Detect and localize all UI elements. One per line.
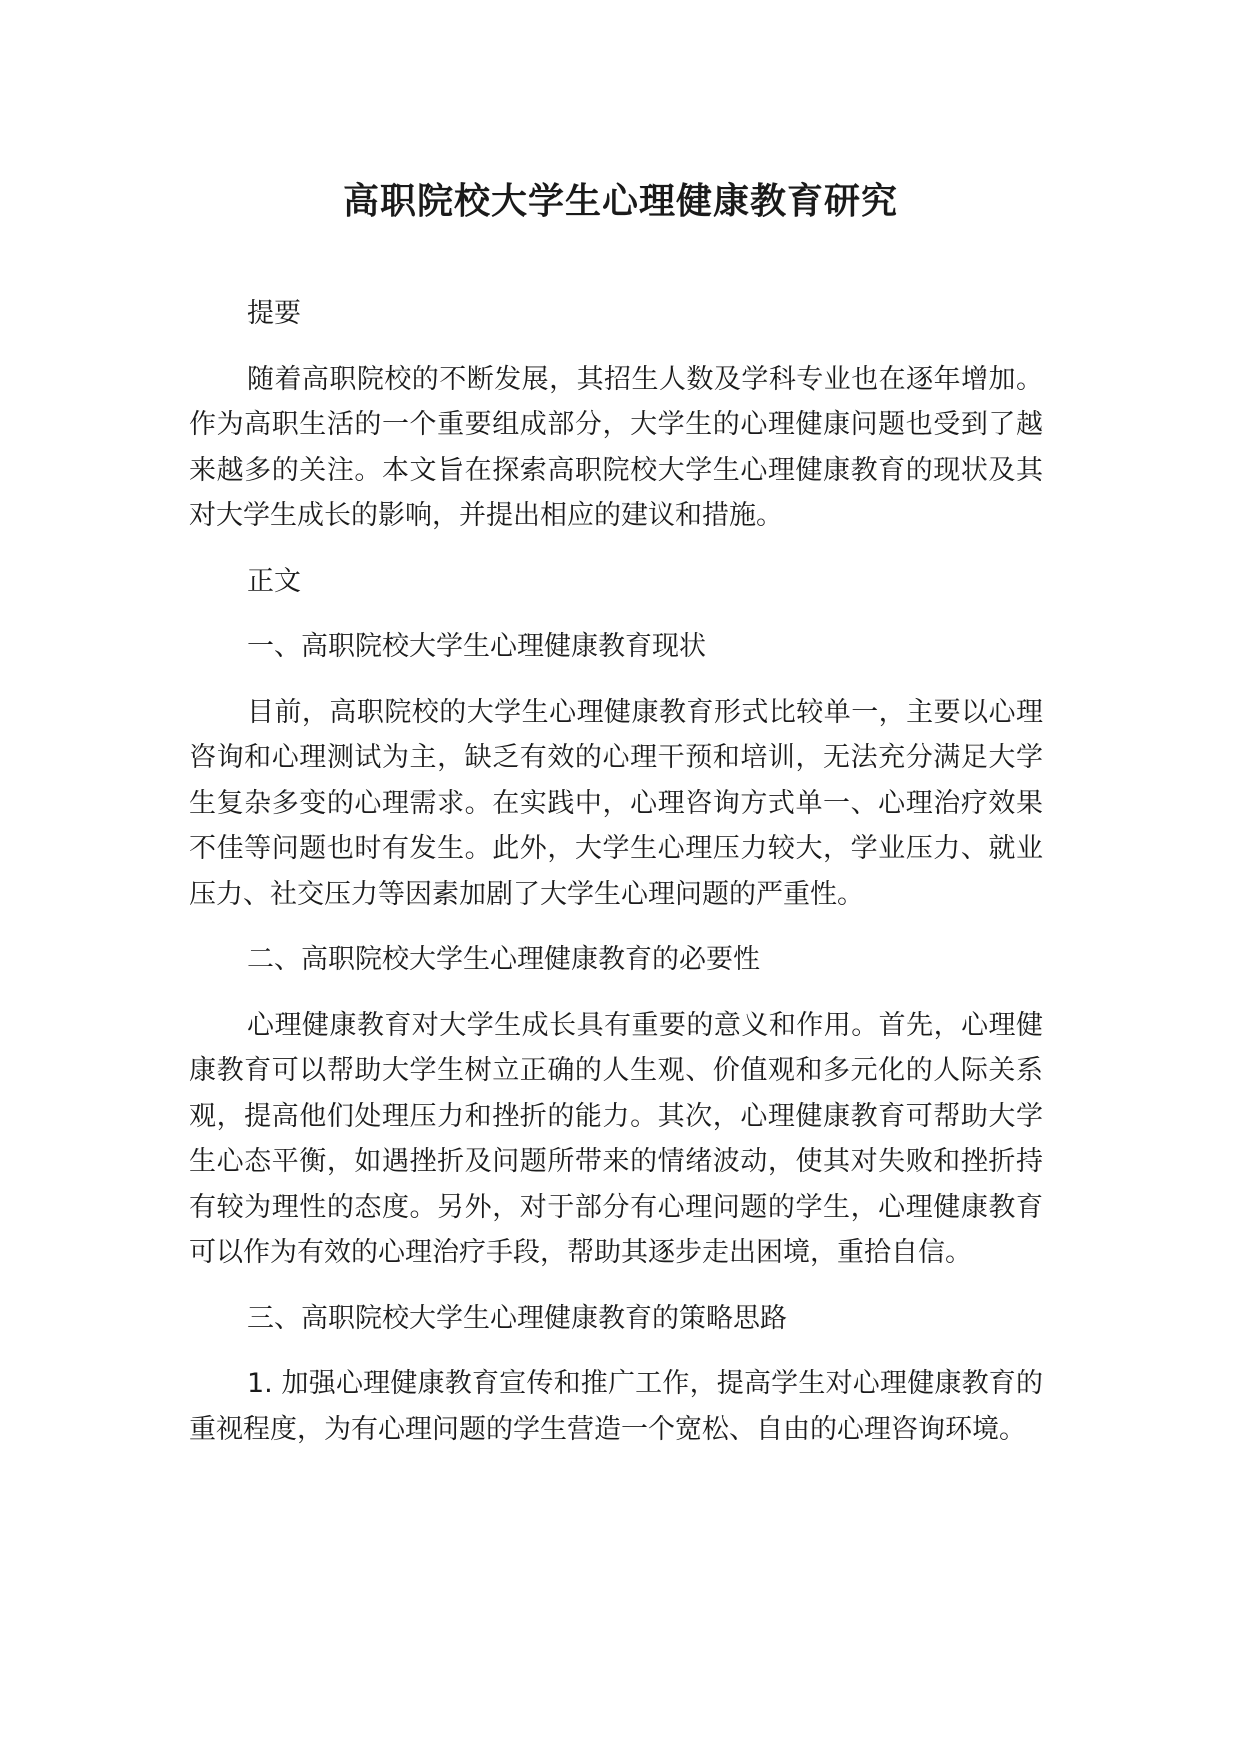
- heading-main-text: 正文: [247, 565, 301, 597]
- document-body: [189, 291, 1043, 1472]
- section-heading-1: 一、高职院校大学生心理健康教育现状: [247, 631, 706, 662]
- section-heading-3: 三、高职院校大学生心理健康教育的策略思路: [247, 1302, 787, 1334]
- list-item-1: 1. 加强心理健康教育宣传和推广工作，提高学生对心理健康教育的重视程度，为有心理问题的学生营造一个宽松、自由的心理咨询环境。: [189, 1368, 1043, 1445]
- section-heading-2: 二、高职院校大学生心理健康教育的必要性: [247, 944, 760, 975]
- document-title: 高职院校大学生心理健康教育研究: [342, 181, 898, 222]
- paragraph-section-2: 心理健康教育对大学生成长具有重要的意义和作用。首先，心理健康教育可以帮助大学生树立正确的人生观、价值观和多元化的人际关系观，提高他们处理压力和挫折的能力。其次，心理健康教育可帮助大学生心态平衡，如遇挫折及问题所带来的情绪波动，使其对失败和挫折持有较为理性的态度。另外，对于部分有心理问题的学生，心理健康教育可以作为有效的心理治疗手段，帮助其逐步走出困境，重拾自信。: [189, 1009, 1043, 1268]
- heading-abstract: 提要: [247, 298, 301, 329]
- paragraph-section-1: 目前，高职院校的大学生心理健康教育形式比较单一，主要以心理咨询和心理测试为主，缺乏有效的心理干预和培训，无法充分满足大学生复杂多变的心理需求。在实践中，心理咨询方式单一、心理治疗效果不佳等问题也时有发生。此外，大学生心理压力较大，学业压力、就业压力、社交压力等因素加剧了大学生心理问题的严重性。: [189, 696, 1043, 910]
- paragraph-abstract: 随着高职院校的不断发展，其招生人数及学科专业也在逐年增加。作为高职生活的一个重要组成部分，大学生的心理健康问题也受到了越来越多的关注。本文旨在探索高职院校大学生心理健康教育的现状及其对大学生成长的影响，并提出相应的建议和措施。: [189, 363, 1043, 531]
